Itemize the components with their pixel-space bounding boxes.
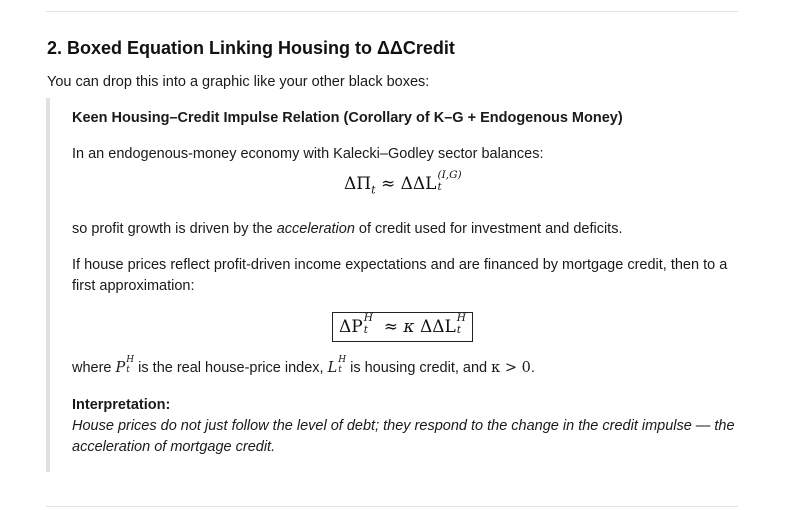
price-sup: H [126,354,135,365]
eq1-rhs-sup: (I,G) [437,169,462,182]
top-divider [46,11,738,12]
definition-mid2: is housing credit, and [346,360,492,376]
definition-end: . [530,360,535,376]
definitions-line [72,354,535,379]
credit-sub: t [338,364,342,375]
eq1-rhs-sub: t [437,181,442,193]
where-text: where [72,360,116,376]
eq2-lhs-sub: t [363,324,368,336]
profit-credit-equation [344,169,462,197]
price-sub: t [126,364,130,375]
bottom-divider [46,506,738,507]
boxed-quote [46,98,738,472]
eq2-rhs-sub: t [456,324,462,336]
eq2-approx: ≈ [383,317,398,337]
eq1-lhs: ΔΠ [344,174,372,194]
line2-pre: so profit growth is driven by the [72,221,277,237]
boxed-housing-equation [332,312,473,342]
house-price-line: If house prices reflect profit-driven income expectations and are financed by mortgage credit, then to a first approximation: [72,257,728,294]
eq2-lhs-sup: H [363,312,373,325]
eq1-lhs-sub: t [371,183,376,197]
interpretation-label: Interpretation: [72,397,171,413]
box-title: Keen Housing–Credit Impulse Relation (Corollary of K–G + Endogenous Money) [72,110,623,126]
context-line: In an endogenous-money economy with Kalecki–Godley sector balances: [72,146,544,162]
eq1-rhs: ΔΔL [400,174,437,194]
eq2-rhs: ΔΔL [419,317,456,337]
definition-mid1: is the real house-price index, [134,360,328,376]
price-symbol: P [115,360,126,376]
interpretation-text: House prices do not just follow the level of debt; they respond to the change in the credit impulse — the acceleration of mortgage credit. [72,418,735,455]
credit-symbol: L [327,360,338,376]
intro-text: You can drop this into a graphic like your other black boxes: [47,74,430,90]
kappa-condition: κ > 0 [491,360,531,376]
eq2-kappa: κ [403,317,415,337]
credit-sup: H [338,354,347,365]
eq2-rhs-sup: H [456,312,466,325]
section-title: 2. Boxed Equation Linking Housing to ΔΔCredit [47,38,455,58]
acceleration-emphasis: acceleration [276,221,355,237]
eq2-lhs: ΔP [339,317,363,337]
eq1-approx: ≈ [380,174,396,194]
profit-growth-line [72,219,622,240]
line2-post: of credit used for investment and deficits. [354,221,623,237]
